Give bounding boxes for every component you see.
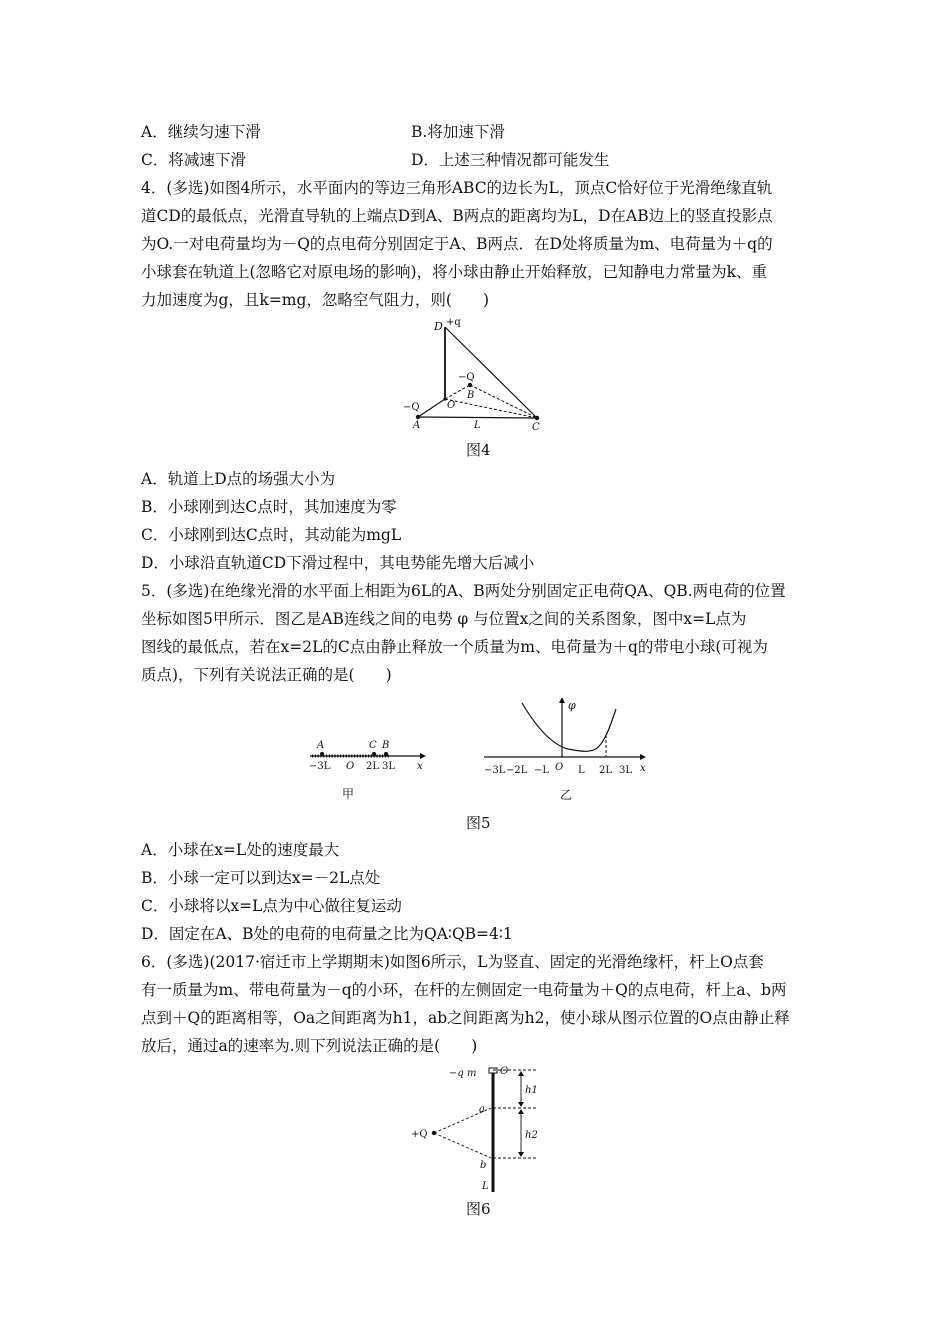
q3-option-a: A．继续匀速下滑	[141, 123, 261, 141]
h1-arrow-down-icon	[518, 1102, 524, 1107]
jia-tick: 2L	[366, 761, 380, 772]
line-ao	[418, 399, 445, 417]
label-c: C	[532, 422, 540, 433]
jia-label-b: B	[382, 740, 390, 751]
label-d: D	[434, 320, 443, 333]
jia-label-c: C	[369, 740, 377, 751]
q6-stem-line: 放后，通过a的速率为.则下列说法正确的是( )	[141, 1037, 478, 1055]
label-o: O	[447, 400, 456, 411]
yi-x-arrow-icon	[640, 754, 646, 760]
jia-axis-label: x	[417, 761, 423, 772]
label-minus-q-b: −Q	[458, 372, 475, 383]
figure-4	[400, 312, 560, 432]
label-l: L	[474, 420, 481, 431]
q4-stem-line: 4．(多选)如图4所示，水平面内的等边三角形ABC的边长为L，顶点C恰好位于光滑绝缘直轨	[141, 179, 773, 197]
jia-tick: −3L	[309, 761, 331, 772]
q3-option-b: B.将加速下滑	[411, 123, 505, 141]
q6-stem-line: 6．(多选)(2017·宿迁市上学期期末)如图6所示，L为竖直、固定的光滑绝缘杆，杆上O点套	[141, 953, 764, 971]
figure-5-jia	[302, 736, 432, 802]
jia-point-c	[372, 752, 376, 756]
q4-stem-line: 道CD的最低点，光滑直导轨的上端点D到A、B两点的距离均为L，D在AB边上的竖直投影点	[141, 207, 773, 225]
jia-point-a	[320, 752, 324, 756]
q4-option-a: A．轨道上D点的场强大小为	[141, 470, 336, 488]
label-b: B	[467, 390, 475, 401]
figure-5-caption: 图5	[466, 814, 491, 832]
yi-tick: −2L	[506, 765, 528, 776]
jia-label-a: A	[317, 740, 325, 751]
label-minus-q-a: −Q	[403, 402, 420, 413]
label-a: A	[413, 420, 421, 431]
q3-option-c: C．将减速下滑	[141, 151, 246, 169]
charge-plus-q	[432, 1131, 436, 1135]
label-plus-q: +q	[446, 317, 461, 328]
q5-stem-line: 质点)，下列有关说法正确的是( )	[141, 666, 392, 684]
q5-stem-line: 图线的最低点，若在x=2L的C点由静止释放一个质量为m、电荷量为＋q的带电小球(可视为	[141, 638, 768, 656]
q5-option-c: C．小球将以x=L点为中心做往复运动	[141, 897, 402, 915]
label-o: O	[500, 1066, 509, 1077]
jia-caption: 甲	[342, 787, 355, 801]
label-l: L	[482, 1181, 489, 1192]
ring-on-rod	[489, 1068, 497, 1073]
point-b	[468, 383, 472, 387]
label-plus-q: +Q	[411, 1129, 428, 1140]
figure-5-yi	[478, 695, 658, 803]
yi-axis-label: x	[640, 763, 646, 774]
q6-stem-line: 点到＋Q的距离相等，Oa之间距离为h1，ab之间距离为h2，使小球从图示位置的O点由静止释	[141, 1009, 790, 1027]
yi-tick: L	[578, 765, 585, 776]
yi-tick: −3L	[484, 765, 506, 776]
q4-option-b: B．小球刚到达C点时，其加速度为零	[141, 498, 397, 516]
q3-option-d: D．上述三种情况都可能发生	[411, 151, 610, 169]
yi-caption: 乙	[560, 788, 573, 802]
q5-option-b: B．小球一定可以到达x=－2L点处	[141, 869, 381, 887]
jia-tick: O	[346, 761, 355, 772]
figure-6-caption: 图6	[466, 1200, 491, 1218]
line-bc	[470, 385, 537, 418]
label-ring: −q m	[449, 1068, 477, 1079]
q5-option-d: D．固定在A、B处的电荷的电荷量之比为QA∶QB=4∶1	[141, 925, 513, 943]
yi-ylabel: φ	[568, 699, 576, 712]
figure-6	[405, 1062, 545, 1192]
h1-arrow-up-icon	[518, 1071, 524, 1076]
yi-tick: 3L	[619, 765, 633, 776]
q4-option-d: D．小球沿直轨道CD下滑过程中，其电势能先增大后减小	[141, 554, 535, 572]
q4-stem-line: 力加速度为g，且k=mg，忽略空气阻力，则( )	[141, 291, 490, 309]
label-b: b	[480, 1160, 487, 1171]
yi-tick: −L	[534, 765, 550, 776]
q4-stem-line: 小球套在轨道上(忽略它对原电场的影响)，将小球由静止开始释放，已知静电力常量为k、重	[141, 263, 767, 281]
h2-arrow-up-icon	[518, 1109, 524, 1114]
jia-point-b	[384, 752, 388, 756]
label-a: a	[479, 1104, 485, 1115]
q5-option-a: A．小球在x=L处的速度最大	[141, 841, 340, 859]
label-h2: h2	[525, 1130, 538, 1141]
q5-stem-line: 坐标如图5甲所示．图乙是AB连线之间的电势 φ 与位置x之间的关系图象，图中x=L点为	[141, 610, 747, 628]
jia-tick: 3L	[382, 761, 396, 772]
side-ac	[418, 417, 537, 418]
jia-arrow-icon	[420, 753, 426, 759]
yi-y-arrow-icon	[559, 697, 565, 703]
q4-stem-line: 为O.一对电荷量均为－Q的点电荷分别固定于A、B两点．在D处将质量为m、电荷量为＋q的	[141, 235, 773, 253]
h2-arrow-down-icon	[518, 1152, 524, 1157]
q5-stem-line: 5．(多选)在绝缘光滑的水平面上相距为6L的A、B两处分别固定正电荷QA、QB.两电荷的位置	[141, 582, 786, 600]
q6-stem-line: 有一质量为m、带电荷量为－q的小环，在杆的左侧固定一电荷量为＋Q的点电荷，杆上a、b两	[141, 981, 787, 999]
point-a	[416, 415, 420, 419]
line-oc	[445, 399, 537, 418]
figure-4-caption: 图4	[466, 441, 491, 459]
yi-tick: 2L	[599, 765, 613, 776]
q4-option-c: C．小球刚到达C点时，其动能为mgL	[141, 526, 402, 544]
yi-origin: O	[555, 762, 564, 773]
line-q-b	[434, 1133, 491, 1158]
point-c	[535, 416, 539, 420]
label-h1: h1	[525, 1085, 538, 1096]
